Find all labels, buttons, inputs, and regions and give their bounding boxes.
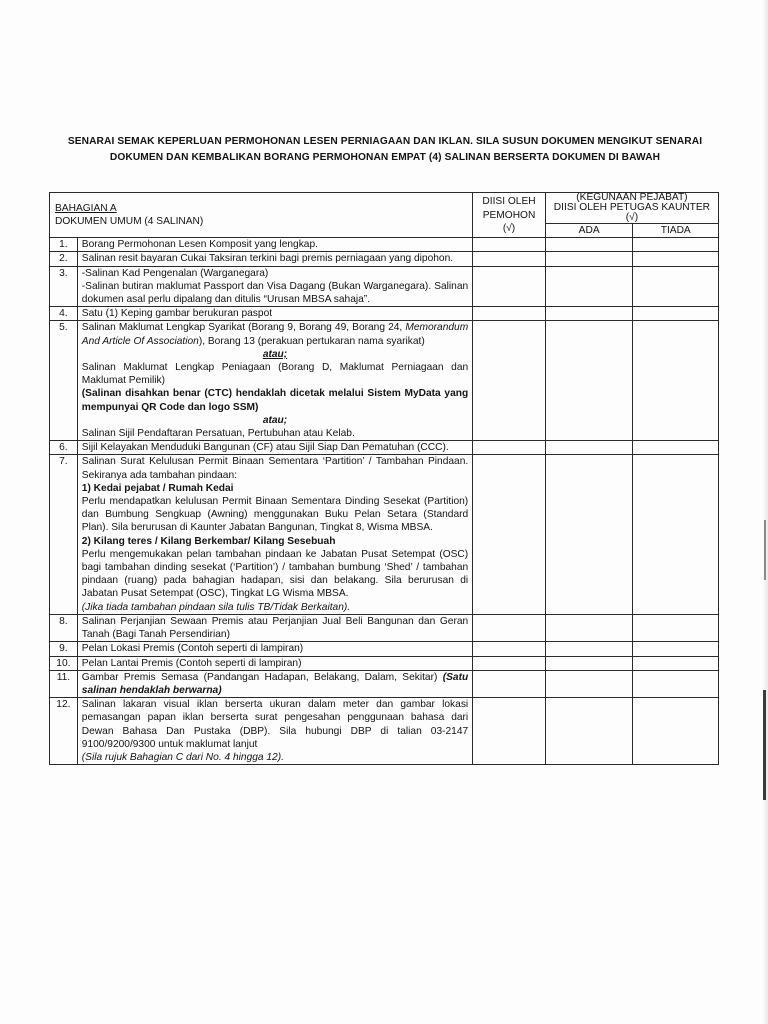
row-number: 6. <box>50 441 78 455</box>
table-row <box>50 670 719 697</box>
applicant-check-cell[interactable] <box>473 455 546 614</box>
tiada-check-cell[interactable] <box>633 238 719 252</box>
row-line: -Salinan butiran maklumat Passport dan Visa Dagang (Bukan Warganegara). Salinan dokumen asal perlu dipalang dan ditulis “Urusan MBSA sahaja”. <box>81 280 469 306</box>
row-document: Pelan Lokasi Premis (Contoh seperti di lampiran) <box>77 642 472 656</box>
row-note: (Sila rujuk Bahagian C dari No. 4 hingga 12). <box>81 751 284 763</box>
row-document <box>77 266 472 307</box>
row-paragraph: Perlu mengemukakan pelan tambahan pindaan ke Jabatan Pusat Setempat (OSC) bagi tambahan dinding sesekat (‘Partition’) / tambahan bumbung ‘Shed’ / tambahan pindaan (ruang) pada bahagian hadapan, sisi dan belakang. Sila berurusan di Jabatan Pusat Setempat (OSC), Tingkat LG Wisma MBSA. <box>81 548 469 600</box>
ada-check-cell[interactable] <box>545 670 633 697</box>
scan-edge-mark <box>763 690 766 800</box>
office-use-line-1: (KEGUNAAN PEJABAT) <box>576 192 688 203</box>
row-number: 8. <box>50 614 78 641</box>
row-number: 11. <box>50 670 78 697</box>
row-number: 4. <box>50 307 78 321</box>
row-number: 2. <box>50 252 78 266</box>
ada-check-cell[interactable] <box>545 238 633 252</box>
tiada-check-cell[interactable] <box>633 307 719 321</box>
row-text: ), Borang 13 (perakuan pertukaran nama syarikat) <box>198 335 425 347</box>
tiada-check-cell[interactable] <box>633 698 719 765</box>
scan-edge-mark <box>764 520 766 580</box>
row-subheading: 1) Kedai pejabat / Rumah Kedai <box>81 482 234 494</box>
table-row <box>50 238 719 252</box>
applicant-check-cell[interactable] <box>473 307 546 321</box>
row-document: Satu (1) Keping gambar berukuran paspot <box>77 307 472 321</box>
row-line: -Salinan Kad Pengenalan (Warganegara) <box>81 267 269 279</box>
table-row <box>50 656 719 670</box>
scan-edge-shadow <box>762 0 768 1024</box>
ada-check-cell[interactable] <box>545 266 633 307</box>
row-document: Borang Permohonan Lesen Komposit yang lengkap. <box>77 238 472 252</box>
ada-column-header: ADA <box>545 224 633 238</box>
checklist-table <box>49 192 719 765</box>
row-document <box>77 670 472 697</box>
applicant-check-cell[interactable] <box>473 238 546 252</box>
ada-check-cell[interactable] <box>545 656 633 670</box>
row-paragraph <box>82 321 468 347</box>
applicant-check-cell[interactable] <box>473 614 546 641</box>
row-paragraph: Salinan Surat Kelulusan Permit Binaan Sementara ‘Partition’ / Tambahan Pindaan. Sekiranya ada tambahan pindaan: <box>81 456 469 481</box>
row-text: Gambar Premis Semasa (Pandangan Hadapan, Belakang, Dalam, Sekitar) <box>81 671 443 683</box>
tiada-check-cell[interactable] <box>633 670 719 697</box>
section-subtitle: DOKUMEN UMUM (4 SALINAN) <box>55 216 204 228</box>
tiada-check-cell[interactable] <box>633 321 719 441</box>
row-document <box>77 455 472 614</box>
tiada-check-cell[interactable] <box>633 266 719 307</box>
row-paragraph: Salinan Sijil Pendaftaran Persatuan, Pertubuhan atau Kelab. <box>81 428 355 440</box>
ada-check-cell[interactable] <box>545 698 633 765</box>
row-document: Sijil Kelayakan Menduduki Bangunan (CF) atau Sijil Siap Dan Pematuhan (CCC). <box>77 441 472 455</box>
tiada-check-cell[interactable] <box>633 656 719 670</box>
table-row <box>50 642 719 656</box>
applicant-check-cell[interactable] <box>473 441 546 455</box>
applicant-check-cell[interactable] <box>473 642 546 656</box>
table-row <box>50 252 719 266</box>
applicant-check-cell[interactable] <box>473 266 546 307</box>
table-header-row <box>50 193 719 224</box>
tiada-check-cell[interactable] <box>633 642 719 656</box>
row-paragraph: Salinan lakaran visual iklan berserta ukuran dalam meter dan gambar lokasi pemasangan papan iklan berserta surat pengesahan penggunaan bahasa dari Dewan Bahasa Dan Pustaka (DBP). Sila hubungi DBP di talian 03-2147 9100/9200/9300 untuk maklumat lanjut <box>81 699 469 750</box>
row-paragraph: Salinan Maklumat Lengkap Peniagaan (Borang D, Maklumat Perniagaan dan Maklumat Pemilik) <box>81 362 469 387</box>
row-note: (Satu salinan hendaklah berwarna) <box>81 671 469 696</box>
row-number: 1. <box>50 238 78 252</box>
row-document: Pelan Lantai Premis (Contoh seperti di lampiran) <box>77 656 472 670</box>
section-title: BAHAGIAN A <box>55 202 117 214</box>
applicant-column-header: DIISI OLEH PEMOHON (√) <box>473 193 546 238</box>
row-document <box>77 698 472 765</box>
applicant-check-cell[interactable] <box>473 698 546 765</box>
tiada-column-header: TIADA <box>633 224 719 238</box>
ada-check-cell[interactable] <box>545 321 633 441</box>
heading-line-1: SENARAI SEMAK KEPERLUAN PERMOHONAN LESEN PERNIAGAAN DAN IKLAN. SILA SUSUN DOKUMEN MENGIKUT SENARAI <box>67 136 703 147</box>
office-use-header <box>545 193 718 224</box>
row-document <box>77 321 472 441</box>
ada-check-cell[interactable] <box>545 642 633 656</box>
tiada-check-cell[interactable] <box>633 252 719 266</box>
table-row <box>50 698 719 765</box>
row-text: Salinan Maklumat Lengkap Syarikat (Borang 9, Borang 49, Borang 24, <box>81 322 406 334</box>
row-number: 10. <box>50 656 78 670</box>
section-header <box>50 193 473 238</box>
tiada-check-cell[interactable] <box>633 614 719 641</box>
row-paragraph: Perlu mendapatkan kelulusan Permit Binaan Sementara Dinding Sesekat (Partition) dan Bumbung Sengkuap (Awning) menggunakan Buku Pelan Setara (Standard Plan). Sila berurusan di Kaunter Jabatan Bangunan, Tingkat 8, Wisma MBSA. <box>81 496 469 534</box>
tiada-check-cell[interactable] <box>633 455 719 614</box>
or-separator: atau; <box>262 348 288 360</box>
document-heading <box>40 134 730 166</box>
row-document: Salinan resit bayaran Cukai Taksiran terkini bagi premis perniagaan yang dipohon. <box>77 252 472 266</box>
tiada-check-cell[interactable] <box>633 441 719 455</box>
ada-check-cell[interactable] <box>545 307 633 321</box>
table-row <box>50 266 719 307</box>
applicant-check-cell[interactable] <box>473 656 546 670</box>
row-number: 3. <box>50 266 78 307</box>
row-note: (Jika tiada tambahan pindaan sila tulis TB/Tidak Berkaitan). <box>81 601 351 613</box>
ada-check-cell[interactable] <box>545 441 633 455</box>
heading-line-2: DOKUMEN DAN KEMBALIKAN BORANG PERMOHONAN EMPAT (4) SALINAN BERSERTA DOKUMEN DI BAWAH <box>109 152 661 163</box>
row-subheading: 2) Kilang teres / Kilang Berkembar/ Kilang Sesebuah <box>81 535 336 547</box>
table-row <box>50 441 719 455</box>
office-use-line-2: DIISI OLEH PETUGAS KAUNTER (√) <box>553 202 711 223</box>
table-row <box>50 307 719 321</box>
or-separator: atau; <box>262 414 288 426</box>
table-row <box>50 614 719 641</box>
table-row <box>50 455 719 614</box>
row-paragraph-bold: (Salinan disahkan benar (CTC) hendaklah dicetak melalui Sistem MyData yang mempunyai QR Code dan logo SSM) <box>81 388 469 413</box>
row-number: 7. <box>50 455 78 614</box>
applicant-check-cell[interactable] <box>473 670 546 697</box>
ada-check-cell[interactable] <box>545 252 633 266</box>
row-number: 12. <box>50 698 78 765</box>
row-text-italic: Memorandum And Article Of Association <box>81 322 469 347</box>
ada-check-cell[interactable] <box>545 455 633 614</box>
applicant-check-cell[interactable] <box>473 252 546 266</box>
row-document: Salinan Perjanjian Sewaan Premis atau Perjanjian Jual Beli Bangunan dan Geran Tanah (Bagi Tanah Persendirian) <box>77 614 472 641</box>
ada-check-cell[interactable] <box>545 614 633 641</box>
row-number: 9. <box>50 642 78 656</box>
row-number: 5. <box>50 321 78 441</box>
table-row <box>50 321 719 441</box>
applicant-check-cell[interactable] <box>473 321 546 441</box>
